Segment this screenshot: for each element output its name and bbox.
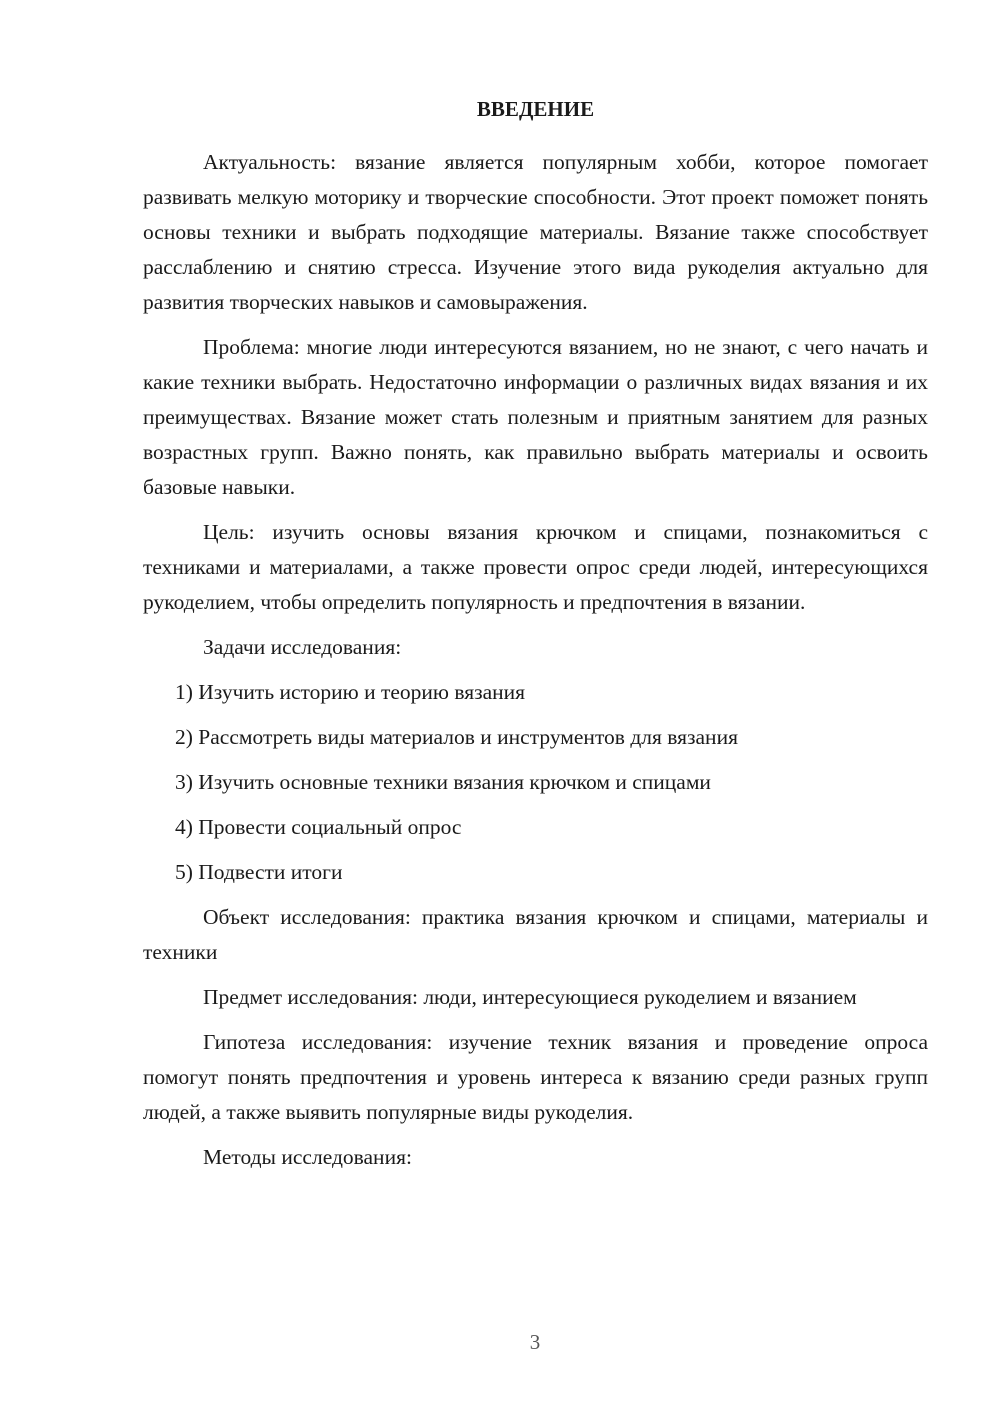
tasks-list: [143, 675, 928, 890]
page-number: 3: [529, 1330, 541, 1354]
list-item: 4) Провести социальный опрос: [175, 815, 462, 839]
paragraph-goal: Цель: изучить основы вязания крючком и спицами, познакомиться с техниками и материалами, а также провести опрос среди людей, интересующихся рукоделием, чтобы определить популярность и предпочтения в вязании.: [143, 520, 928, 614]
methods-heading: Методы исследования:: [203, 1145, 412, 1169]
list-item: 1) Изучить историю и теорию вязания: [175, 680, 526, 704]
paragraph-relevance: Актуальность: вязание является популярным хобби, которое помогает развивать мелкую моторику и творческие способности. Этот проект поможет понять основы техники и выбрать подходящие материалы. Вязание также способствует расслаблению и снятию стресса. Изучение этого вида рукоделия актуально для развития творческих навыков и самовыражения.: [143, 150, 928, 314]
paragraph-hypothesis: Гипотеза исследования: изучение техник вязания и проведение опроса помогут понять предпочтения и уровень интереса к вязанию среди разных групп людей, а также выявить популярные виды рукоделия.: [143, 1030, 928, 1124]
page-title: ВВЕДЕНИЕ: [476, 97, 595, 121]
paragraph-problem: Проблема: многие люди интересуются вязанием, но не знают, с чего начать и какие техники выбрать. Недостаточно информации о различных видах вязания и их преимуществах. Вязание может стать полезным и приятным занятием для разных возрастных групп. Важно понять, как правильно выбрать материалы и освоить базовые навыки.: [143, 335, 928, 499]
list-item: 5) Подвести итоги: [175, 860, 343, 884]
paragraph-object: Объект исследования: практика вязания крючком и спицами, материалы и техники: [143, 905, 928, 964]
list-item: 2) Рассмотреть виды материалов и инструментов для вязания: [175, 725, 738, 749]
paragraph-subject: Предмет исследования: люди, интересующиеся рукоделием и вязанием: [203, 985, 857, 1009]
tasks-heading: Задачи исследования:: [203, 635, 402, 659]
document-page: [143, 92, 928, 1185]
list-item: 3) Изучить основные техники вязания крючком и спицами: [175, 770, 711, 794]
